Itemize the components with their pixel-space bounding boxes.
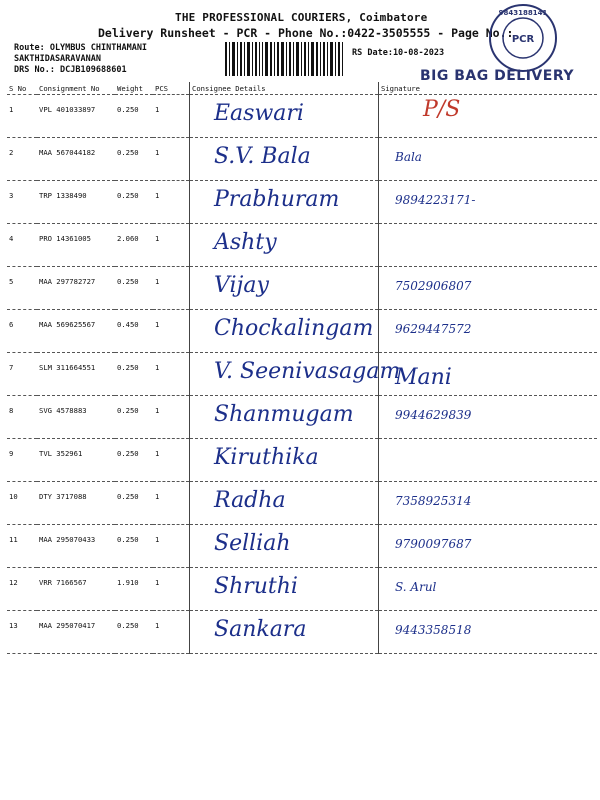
runsheet-title: Delivery Runsheet - PCR - Phone No.:0422-3505555 - Page No.: — [98, 26, 514, 40]
row-consignment-no: VRR 7166567 — [37, 568, 115, 611]
table-row — [7, 267, 597, 310]
row-weight: 0.250 — [115, 482, 153, 525]
row-sno: 7 — [7, 353, 37, 396]
row-pcs: 1 — [153, 138, 190, 181]
signature-handwriting: 7502906807 — [395, 279, 472, 293]
table-row — [7, 353, 597, 396]
table-row — [7, 138, 597, 181]
row-weight: 0.250 — [115, 396, 153, 439]
row-pcs: 1 — [153, 568, 190, 611]
row-signature-cell — [379, 568, 598, 611]
consignee-handwriting: Chockalingam — [214, 316, 374, 341]
consignee-handwriting: Ashty — [214, 230, 277, 255]
consignee-handwriting: V. Seenivasagam — [214, 359, 401, 384]
table-row — [7, 568, 597, 611]
row-consignment-no: VPL 401033897 — [37, 95, 115, 138]
runsheet-table — [7, 82, 597, 654]
consignee-handwriting: Vijay — [214, 273, 269, 298]
row-sno: 12 — [7, 568, 37, 611]
consignee-handwriting: Shruthi — [214, 574, 298, 599]
consignee-handwriting: Prabhuram — [214, 187, 340, 212]
row-consignment-no: DTY 3717088 — [37, 482, 115, 525]
row-consignee-cell — [190, 267, 379, 310]
signature-handwriting: S. Arul — [395, 580, 437, 594]
row-consignment-no: SVG 4578883 — [37, 396, 115, 439]
consignee-handwriting: Selliah — [214, 531, 291, 556]
row-sno: 8 — [7, 396, 37, 439]
drs-number: DRS No.: DCJB109688601 — [14, 65, 127, 75]
table-row — [7, 482, 597, 525]
row-weight: 2.060 — [115, 224, 153, 267]
row-signature-cell — [379, 310, 598, 353]
row-consignee-cell — [190, 353, 401, 396]
row-pcs: 1 — [153, 310, 190, 353]
row-consignment-no: MAA 295070433 — [37, 525, 115, 568]
row-consignment-no: MAA 569625567 — [37, 310, 115, 353]
stamp-number: 9843188141 — [498, 9, 548, 17]
row-weight: 0.250 — [115, 267, 153, 310]
signature-handwriting: 9629447572 — [395, 322, 472, 336]
round-stamp — [487, 2, 559, 74]
col-consignee: Consignee Details — [190, 82, 379, 95]
row-consignee-cell — [190, 310, 379, 353]
col-pcs: PCS — [153, 82, 190, 95]
row-sno: 6 — [7, 310, 37, 353]
row-signature-cell — [379, 396, 598, 439]
row-consignee-cell — [190, 95, 379, 138]
consignee-handwriting: Sankara — [214, 617, 307, 642]
consignee-handwriting: Shanmugam — [214, 402, 354, 427]
signature-handwriting: P/S — [423, 97, 461, 122]
row-pcs: 1 — [153, 353, 190, 396]
table-row — [7, 611, 597, 654]
row-sno: 10 — [7, 482, 37, 525]
row-weight: 0.250 — [115, 353, 153, 396]
table-row — [7, 396, 597, 439]
col-consignment: Consignment No — [37, 82, 115, 95]
staff-name: SAKTHIDASARAVANAN — [14, 54, 101, 64]
row-pcs: 1 — [153, 611, 190, 654]
table-row — [7, 95, 597, 138]
table-row — [7, 224, 597, 267]
rs-date: RS Date:10-08-2023 — [352, 48, 445, 58]
row-weight: 0.450 — [115, 310, 153, 353]
row-pcs: 1 — [153, 181, 190, 224]
row-consignee-cell — [190, 439, 379, 482]
table-row — [7, 439, 597, 482]
row-consignee-cell — [190, 181, 379, 224]
row-sno: 13 — [7, 611, 37, 654]
row-weight: 0.250 — [115, 138, 153, 181]
route-label: Route: OLYMBUS CHINTHAMANI — [14, 43, 148, 53]
row-weight: 0.250 — [115, 95, 153, 138]
signature-handwriting: 9443358518 — [395, 623, 472, 637]
col-signature: Signature — [379, 82, 598, 95]
row-signature-cell — [379, 482, 598, 525]
company-name: THE PROFESSIONAL COURIERS, Coimbatore — [175, 11, 428, 24]
row-sno: 11 — [7, 525, 37, 568]
signature-handwriting: 9790097687 — [395, 537, 472, 551]
row-pcs: 1 — [153, 525, 190, 568]
row-consignee-cell — [190, 396, 379, 439]
row-sno: 5 — [7, 267, 37, 310]
row-consignee-cell — [190, 224, 379, 267]
row-signature-cell — [379, 95, 598, 138]
row-weight: 0.250 — [115, 525, 153, 568]
table-header-row — [7, 82, 597, 95]
row-consignee-cell — [190, 568, 379, 611]
row-consignment-no: MAA 297782727 — [37, 267, 115, 310]
row-weight: 0.250 — [115, 439, 153, 482]
signature-handwriting: 9944629839 — [395, 408, 472, 422]
row-sno: 4 — [7, 224, 37, 267]
row-pcs: 1 — [153, 267, 190, 310]
row-sno: 1 — [7, 95, 37, 138]
row-pcs: 1 — [153, 396, 190, 439]
row-signature-cell — [379, 439, 598, 482]
row-consignee-cell — [190, 525, 379, 568]
row-consignment-no: MAA 567044182 — [37, 138, 115, 181]
consignee-handwriting: Easwari — [214, 101, 304, 126]
row-signature-cell — [379, 267, 598, 310]
row-signature-cell — [379, 525, 598, 568]
row-consignment-no: SLM 311664551 — [37, 353, 115, 396]
row-sno: 3 — [7, 181, 37, 224]
row-consignment-no: TVL 352961 — [37, 439, 115, 482]
consignee-handwriting: S.V. Bala — [214, 144, 311, 169]
row-signature-cell — [379, 224, 598, 267]
row-consignee-cell — [190, 482, 379, 525]
row-pcs: 1 — [153, 95, 190, 138]
row-consignment-no: TRP 1338490 — [37, 181, 115, 224]
signature-handwriting: 9894223171- — [395, 193, 476, 207]
row-weight: 0.250 — [115, 181, 153, 224]
row-pcs: 1 — [153, 224, 190, 267]
row-pcs: 1 — [153, 439, 190, 482]
barcode — [225, 42, 343, 76]
stamp-code: PCR — [511, 34, 535, 45]
consignee-handwriting: Radha — [214, 488, 286, 513]
row-sno: 9 — [7, 439, 37, 482]
table-row — [7, 310, 597, 353]
table-row — [7, 525, 597, 568]
row-consignee-cell — [190, 611, 379, 654]
signature-handwriting: Mani — [395, 365, 452, 390]
col-sno: S No — [7, 82, 37, 95]
big-bag-stamp: BIG BAG DELIVERY — [420, 68, 574, 84]
row-sno: 2 — [7, 138, 37, 181]
row-consignment-no: PRO 14361005 — [37, 224, 115, 267]
signature-handwriting: Bala — [395, 150, 422, 164]
row-pcs: 1 — [153, 482, 190, 525]
row-signature-cell — [379, 611, 598, 654]
row-signature-cell — [379, 353, 598, 396]
row-signature-cell — [379, 138, 598, 181]
col-weight: Weight — [115, 82, 153, 95]
row-weight: 0.250 — [115, 611, 153, 654]
consignee-handwriting: Kiruthika — [214, 445, 319, 470]
row-weight: 1.910 — [115, 568, 153, 611]
row-consignment-no: MAA 295070417 — [37, 611, 115, 654]
row-signature-cell — [379, 181, 598, 224]
row-consignee-cell — [190, 138, 379, 181]
signature-handwriting: 7358925314 — [395, 494, 472, 508]
table-row — [7, 181, 597, 224]
